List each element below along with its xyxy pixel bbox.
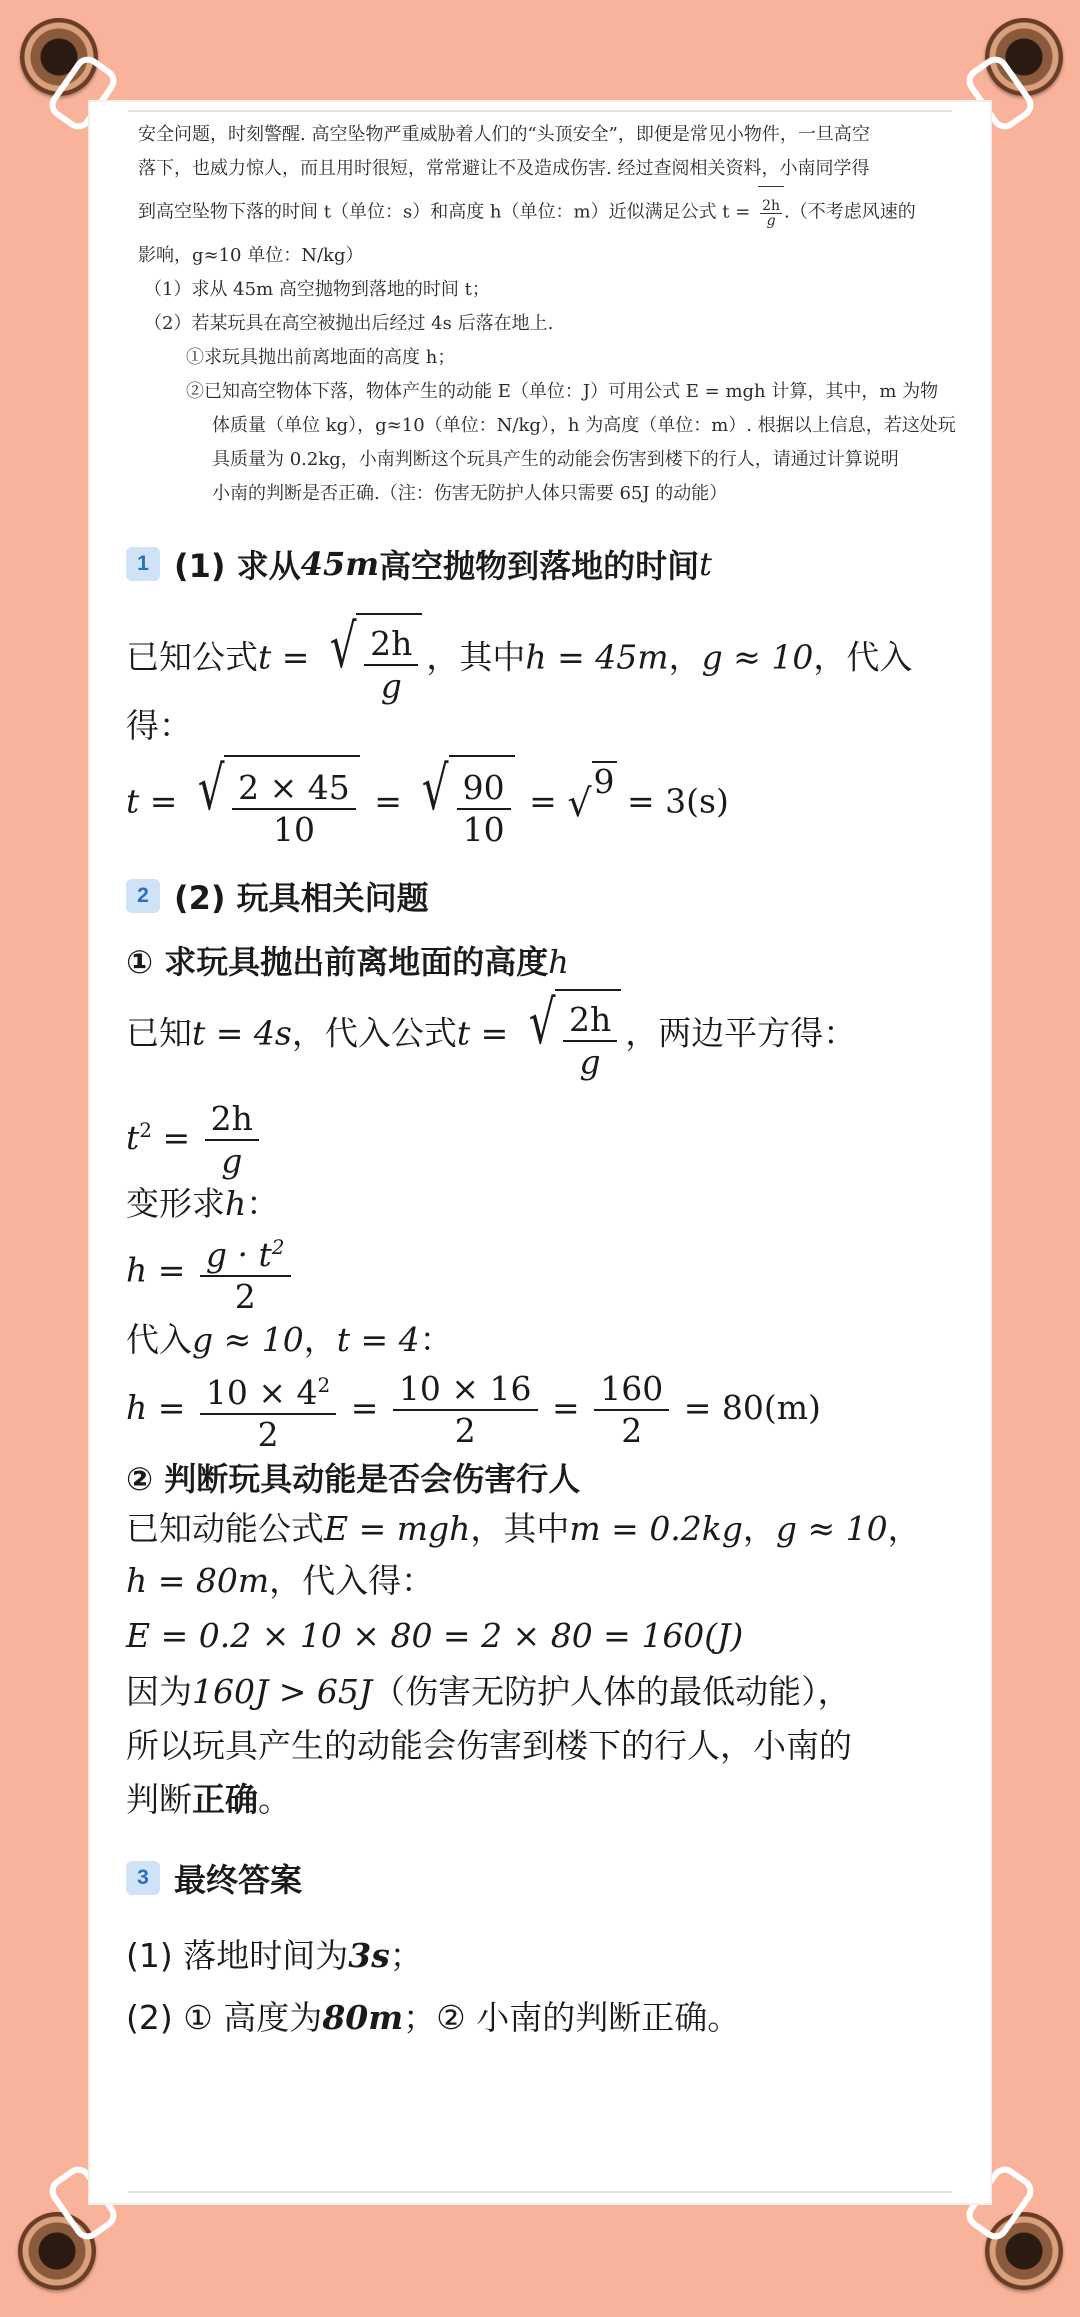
problem-line: 落下，也威力惊人，而且用时很短，常常避让不及造成伤害. 经过查阅相关资料，小南同学得 [138, 158, 870, 179]
problem-statement [138, 118, 956, 511]
s2-line-5: 代入g ≈ 10，t = 4： [126, 1320, 453, 1359]
s2-line-4: h = $\frac{g \cdot t^2}{2}$ [126, 1227, 956, 1317]
problem-line: ①求玩具抛出前离地面的高度 h； [186, 347, 456, 368]
s2-line-9: E = 0.2 × 10 × 80 = 2 × 80 = 160(J) [126, 1615, 744, 1655]
s2-line-7: 已知动能公式E = mgh，其中m = 0.2kg，g ≈ 10， [126, 1508, 921, 1548]
s2-line-10: 因为160J > 65J（伤害无防护人体的最低动能）， [126, 1671, 851, 1711]
s2-line-8: h = 80m，代入得： [126, 1560, 435, 1600]
s2-line-12: 判断正确。 [126, 1779, 291, 1819]
problem-line: ②已知高空物体下落，物体产生的动能 E（单位：J）可用公式 E = mgh 计算，其中，m 为物 [186, 381, 939, 402]
section-1-heading: 1 (1) 求从 45m 高空抛物到落地的时间 t [126, 541, 956, 587]
section-badge: 2 [126, 879, 160, 913]
s2-line-1: 已知t = 4s，代入公式t = √ $\frac{2h}{g}$ ，两边平方得： [126, 983, 956, 1087]
s2-line-3: 变形求h： [126, 1184, 280, 1223]
s2-line-2: $t^2$ = $\frac{2h}{g}$ [126, 1087, 956, 1181]
problem-line: 体质量（单位 kg），g≈10（单位：N/kg），h 为高度（单位：m）. 根据以上信息，若这处玩 [212, 415, 956, 436]
bottom-divider [128, 2191, 952, 2193]
problem-line: 安全问题，时刻警醒. 高空坠物严重威胁着人们的“头顶安全”，即便是常见小物件，一旦高空 [138, 124, 870, 145]
problem-formula: $\frac{2h}{g}$ [758, 186, 784, 239]
section-3-heading: 3 最终答案 [126, 1855, 956, 1901]
problem-line: 具质量为 0.2kg，小南判断这个玩具产生的动能会伤害到楼下的行人，请通过计算说明 [212, 449, 899, 470]
section-badge: 3 [126, 1861, 160, 1895]
sub-heading-1: ① 求玩具抛出前离地面的高度h [126, 943, 569, 981]
answer-2: (2) ① 高度为80m；② 小南的判断正确。 [126, 1997, 741, 2037]
section-badge: 1 [126, 547, 160, 581]
paper-sheet [88, 100, 992, 2205]
problem-line: （2）若某玩具在高空被抛出后经过 4s 后落在地上. [144, 313, 554, 334]
problem-line: 影响，g≈10 单位：N/kg） [138, 245, 364, 266]
top-divider [128, 110, 952, 112]
problem-line: 小南的判断是否正确.（注：伤害无防护人体只需要 65J 的动能） [212, 483, 728, 504]
content [126, 118, 956, 2049]
s1-line-1: 已知公式t = √ $\frac{2h}{g}$ ，其中h = 45m，g ≈ 10，代入 [126, 607, 956, 711]
s2-line-11: 所以玩具产生的动能会伤害到楼下的行人，小南的 [126, 1725, 852, 1765]
s2-line-6: h = $\frac{10 \times 4^2}{2}$ = $\frac{10 \times 16}{2}$ = $\frac{160}{2}$ = 80(m) [126, 1363, 956, 1455]
section-2-heading: 2 (2) 玩具相关问题 [126, 873, 956, 919]
problem-line: （1）求从 45m 高空抛物到落地的时间 t； [144, 279, 490, 300]
s1-line-2: 得： [126, 706, 192, 745]
sub-heading-2: ② 判断玩具动能是否会伤害行人 [126, 1459, 581, 1498]
problem-line: 到高空坠物下落的时间 t（单位：s）和高度 h（单位：m）近似满足公式 t = $\frac{2h}{g}$ .（不考虑风速的 [138, 186, 956, 239]
s1-line-3: t = √ $\frac{2 \times 45}{10}$ = √ $\frac{90}{10}$ = √ 9 = 3(s) [126, 749, 956, 857]
answer-1: (1) 落地时间为3s； [126, 1935, 423, 1975]
